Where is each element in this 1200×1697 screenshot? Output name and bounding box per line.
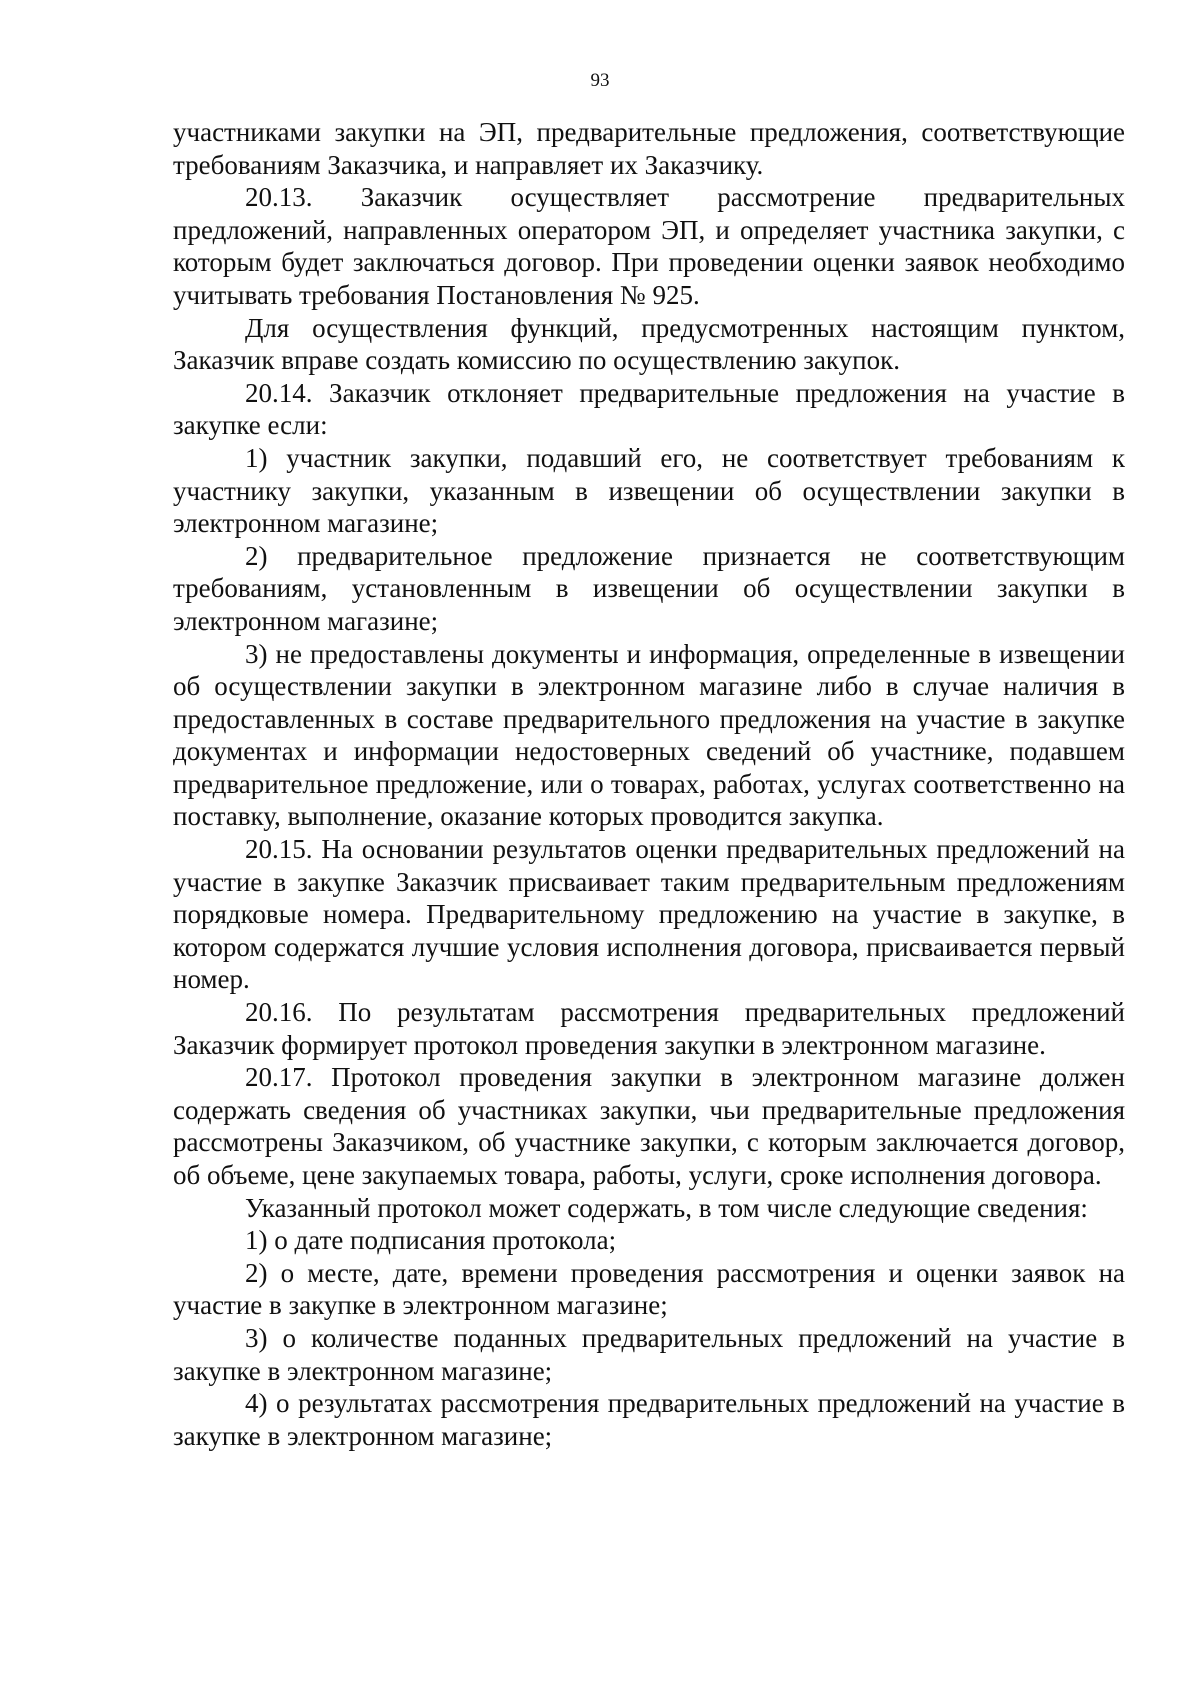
page-number: 93 xyxy=(590,70,610,91)
paragraph-20-13: 20.13. Заказчик осуществляет рассмотрение предварительных предложений, направленных оператором ЭП, и определяет участника закупки, с которым будет заключаться договор. При проведении оценки заявок необходимо учитывать требования Постановления № 925. xyxy=(173,182,1125,310)
paragraph-20-15: 20.15. На основании результатов оценки предварительных предложений на участие в закупке Заказчик присваивает таким предварительным предложениям порядковые номера. Предварительному предложению на участие в закупке, в котором содержатся лучшие условия исполнения договора, присваивается первый номер. xyxy=(173,834,1125,995)
paragraph-commission: Для осуществления функций, предусмотренных настоящим пунктом, Заказчик вправе создать комиссию по осуществлению закупок. xyxy=(173,312,1125,376)
list-item-20-14-3: 3) не предоставлены документы и информация, определенные в извещении об осуществлении закупки в электронном магазине либо в случае наличия в предоставленных в составе предварительного предложения на участие в закупке документах и информации недостоверных сведений об участнике, подавшем предварительное предложение, или о товарах, работах, услугах соответственно на поставку, выполнение, оказание которых проводится закупка. xyxy=(173,638,1125,832)
paragraph-protocol-contents: Указанный протокол может содержать, в том числе следующие сведения: xyxy=(245,1192,1088,1223)
paragraph-20-14: 20.14. Заказчик отклоняет предварительные предложения на участие в закупке если: xyxy=(173,377,1125,441)
paragraph-20-17: 20.17. Протокол проведения закупки в электронном магазине должен содержать сведения об участниках закупки, чьи предварительные предложения рассмотрены Заказчиком, об участнике закупки, с которым заключается договор, об объеме, цене закупаемых товара, работы, услуги, сроке исполнения договора. xyxy=(173,1062,1125,1190)
list-item-protocol-4: 4) о результатах рассмотрения предварительных предложений на участие в закупке в электронном магазине; xyxy=(173,1388,1125,1451)
paragraph-continuation: участниками закупки на ЭП, предварительные предложения, соответствующие требованиям Заказчика, и направляет их Заказчику. xyxy=(173,117,1125,180)
document-body xyxy=(173,116,1125,1452)
list-item-20-14-1: 1) участник закупки, подавший его, не соответствует требованиям к участнику закупки, указанным в извещении об осуществлении закупки в электронном магазине; xyxy=(173,442,1125,539)
list-item-protocol-2: 2) о месте, дате, времени проведения рассмотрения и оценки заявок на участие в закупке в электронном магазине; xyxy=(173,1257,1125,1321)
paragraph-20-16: 20.16. По результатам рассмотрения предварительных предложений Заказчик формирует протокол проведения закупки в электронном магазине. xyxy=(173,997,1125,1060)
list-item-protocol-1: 1) о дате подписания протокола; xyxy=(245,1225,617,1256)
list-item-protocol-3: 3) о количестве поданных предварительных предложений на участие в закупке в электронном магазине; xyxy=(173,1322,1125,1386)
list-item-20-14-2: 2) предварительное предложение признается не соответствующим требованиям, установленным в извещении об осуществлении закупки в электронном магазине; xyxy=(173,540,1125,636)
